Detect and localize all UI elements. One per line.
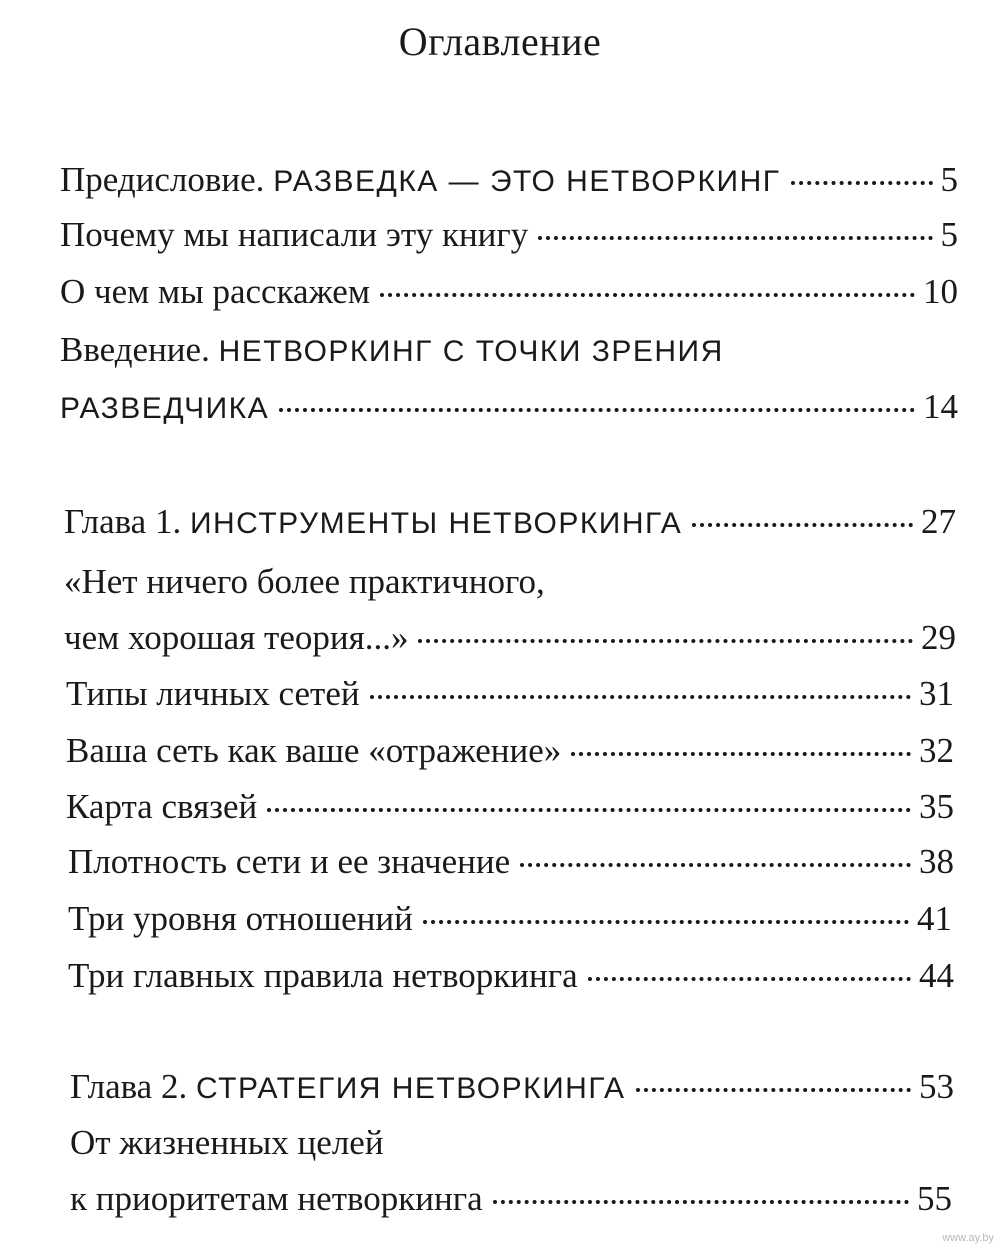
page-number: 5 xyxy=(940,215,958,254)
toc-entry-theory-line1 xyxy=(64,560,545,604)
toc-entry-density xyxy=(68,840,954,884)
entry-caps: СТРАТЕГИЯ НЕТВОРКИНГА xyxy=(195,1072,626,1105)
entry-label: Ваша сеть как ваше «отражение» xyxy=(66,731,562,770)
toc-entry-theory-line2 xyxy=(64,616,956,660)
entry-label: «Нет ничего более практичного, xyxy=(64,562,545,601)
watermark: www.ay.by xyxy=(942,1232,994,1244)
dot-leader xyxy=(692,523,913,527)
entry-prefix: Глава 2. xyxy=(70,1067,196,1106)
toc-entry-network-types xyxy=(66,672,954,716)
entry-label: Карта связей xyxy=(66,787,258,826)
entry-label xyxy=(70,1065,626,1111)
toc-entry-chapter-2 xyxy=(70,1065,954,1111)
toc-entry-why-book xyxy=(60,213,958,257)
page-number: 14 xyxy=(923,387,958,426)
entry-label: Почему мы написали эту книгу xyxy=(60,215,529,254)
page-number: 38 xyxy=(919,842,954,881)
dot-leader xyxy=(423,920,909,924)
dot-leader xyxy=(791,181,933,185)
dot-leader xyxy=(380,293,915,297)
page-number: 41 xyxy=(917,899,952,938)
dot-leader xyxy=(418,639,913,643)
toc-entry-goals-line1 xyxy=(70,1121,384,1165)
dot-leader xyxy=(636,1088,911,1092)
page-number: 32 xyxy=(919,731,954,770)
entry-caps: РАЗВЕДЧИКА xyxy=(60,392,270,425)
toc-entry-intro-line2 xyxy=(60,385,958,431)
entry-caps: НЕТВОРКИНГ С ТОЧКИ ЗРЕНИЯ xyxy=(218,335,724,368)
toc-entry-what-about xyxy=(60,270,958,314)
entry-caps: ИНСТРУМЕНТЫ НЕТВОРКИНГА xyxy=(189,507,683,540)
dot-leader xyxy=(279,408,915,412)
entry-label: Плотность сети и ее значение xyxy=(68,842,511,881)
toc-entry-connections-map xyxy=(66,785,954,829)
entry-label xyxy=(60,158,781,204)
page-number: 31 xyxy=(919,674,954,713)
toc-entry-reflection xyxy=(66,729,954,773)
page-number: 27 xyxy=(921,502,956,541)
page-number: 55 xyxy=(917,1179,952,1218)
dot-leader xyxy=(588,977,911,981)
entry-caps: РАЗВЕДКА — ЭТО НЕТВОРКИНГ xyxy=(273,165,781,198)
page-number: 10 xyxy=(923,272,958,311)
entry-label xyxy=(64,500,682,546)
page-number: 44 xyxy=(919,956,954,995)
entry-label: Три уровня отношений xyxy=(68,899,413,938)
toc-entry-preface xyxy=(60,158,958,204)
dot-leader xyxy=(520,863,911,867)
entry-label: Типы личных сетей xyxy=(66,674,360,713)
page-number: 35 xyxy=(919,787,954,826)
toc-entry-three-levels xyxy=(68,897,952,941)
toc-entry-intro-line1 xyxy=(60,328,724,374)
toc-entry-chapter-1 xyxy=(64,500,956,546)
page-number: 53 xyxy=(919,1067,954,1106)
entry-label: О чем мы расскажем xyxy=(60,272,370,311)
toc-entry-three-rules xyxy=(68,954,954,998)
page-number: 5 xyxy=(940,160,958,199)
entry-prefix: Глава 1. xyxy=(64,502,190,541)
entry-label: к приоритетам нетворкинга xyxy=(70,1179,483,1218)
dot-leader xyxy=(370,695,911,699)
entry-prefix: Предисловие. xyxy=(60,160,274,199)
entry-prefix: Введение. xyxy=(60,330,219,369)
page-number: 29 xyxy=(921,618,956,657)
entry-label xyxy=(60,328,724,374)
toc-entry-goals-line2 xyxy=(70,1177,952,1221)
dot-leader xyxy=(267,808,911,812)
entry-label: чем хорошая теория...» xyxy=(64,618,409,657)
entry-label: От жизненных целей xyxy=(70,1123,384,1162)
entry-label: Три главных правила нетворкинга xyxy=(68,956,578,995)
dot-leader xyxy=(493,1200,909,1204)
dot-leader xyxy=(571,752,911,756)
dot-leader xyxy=(538,236,932,240)
page-title: Оглавление xyxy=(398,19,602,64)
